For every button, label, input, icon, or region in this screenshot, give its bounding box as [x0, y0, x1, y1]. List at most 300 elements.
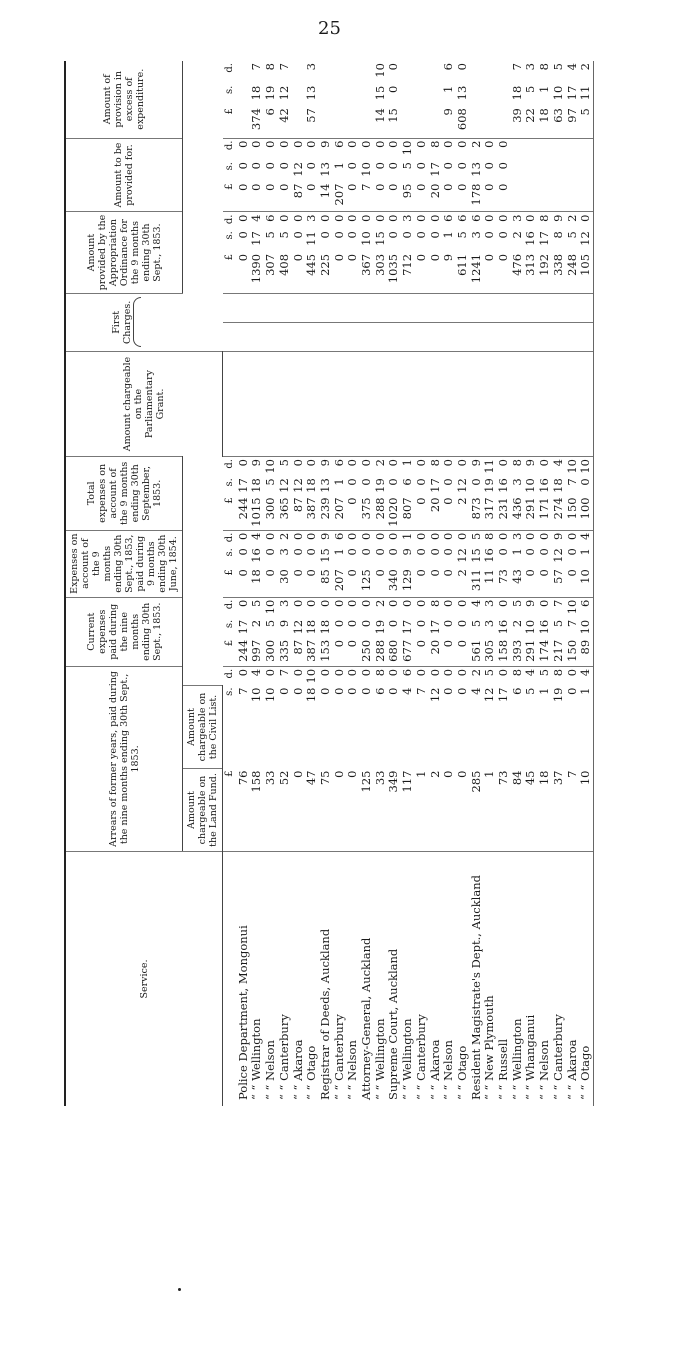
current-pence: 0 — [497, 597, 511, 618]
total-pounds: 375 — [359, 497, 374, 520]
approp-pounds: 0 — [345, 253, 360, 262]
excess-pence — [360, 61, 374, 84]
arrears-pounds: 158 — [249, 770, 264, 793]
total-pounds: 244 — [235, 497, 250, 520]
expenses-shillings: 0 — [263, 548, 278, 556]
excess-pence: 10 — [372, 63, 387, 78]
col-service-header: Service. — [65, 852, 223, 1107]
approp-pounds: 0 — [496, 253, 511, 262]
current-pounds: 997 — [249, 639, 264, 662]
current-pence: 0 — [442, 597, 456, 618]
expenses-shillings: 0 — [386, 548, 401, 556]
parliamentary-cell — [497, 352, 511, 457]
total-pence: 11 — [483, 457, 497, 477]
arrears-pence: 0 — [497, 666, 511, 685]
provide-shillings: 0 — [276, 162, 291, 170]
approp-pounds: 0 — [482, 253, 497, 262]
parliamentary-cell — [360, 352, 374, 457]
expenses-pence: 0 — [538, 530, 552, 546]
provide-shillings — [538, 160, 552, 181]
provide-pence: 0 — [374, 138, 388, 160]
expenses-pounds: 10 — [579, 567, 593, 597]
expenses-pounds: 0 — [564, 569, 579, 577]
current-pence: 0 — [360, 597, 374, 618]
total-pence: 6 — [333, 457, 347, 477]
approp-pounds: 192 — [537, 253, 552, 276]
total-pence: 10 — [566, 457, 580, 477]
excess-pounds: 374 — [249, 108, 264, 131]
arrears-pounds: 45 — [523, 770, 538, 786]
total-pounds: 0 — [413, 497, 428, 505]
provide-shillings: 0 — [345, 162, 360, 170]
current-pounds: 158 — [496, 639, 511, 662]
total-pounds: 436 — [509, 497, 524, 520]
arrears-shillings: 6 — [509, 687, 524, 695]
total-shillings: 0 — [413, 478, 428, 486]
arrears-pence: 8 — [374, 666, 388, 685]
total-pounds: 100 — [579, 495, 593, 530]
expenses-shillings: 0 — [523, 548, 538, 556]
excess-shillings: 19 — [263, 85, 278, 101]
expenses-pence: 0 — [442, 530, 456, 546]
total-pounds: 2 — [454, 497, 469, 505]
civillist-cell — [333, 293, 347, 322]
civillist-cell — [415, 293, 429, 322]
expenses-pounds: 0 — [372, 569, 387, 577]
approp-shillings: 5 — [454, 231, 469, 239]
excess-pence: 7 — [276, 63, 291, 71]
total-pounds: 1015 — [249, 497, 264, 527]
provide-shillings — [579, 160, 593, 181]
expenses-pounds: 0 — [290, 569, 305, 577]
current-pence: 0 — [305, 597, 319, 618]
approp-pence: 0 — [360, 212, 374, 229]
provide-pence: 8 — [429, 138, 443, 160]
col-expenses-header: Expenses on account of the 9 months ending 30th Sept., 1853, paid during 9 months ending 30th June, 1854. — [65, 530, 183, 597]
expenses-shillings: 0 — [290, 548, 305, 556]
total-pounds: 291 — [523, 497, 538, 520]
approp-pence: 0 — [333, 212, 347, 229]
approp-pence: 4 — [250, 212, 264, 229]
parliamentary-cell — [456, 352, 470, 457]
table-row — [483, 61, 497, 1106]
approp-shillings: 0 — [413, 231, 428, 239]
expenses-pence: 0 — [524, 530, 538, 546]
provide-pounds: 7 — [359, 183, 374, 191]
total-pence: 0 — [442, 457, 456, 477]
table-row — [360, 61, 374, 1106]
current-pounds: 305 — [482, 639, 497, 662]
arrears-pounds: 10 — [579, 769, 593, 852]
provide-shillings: 10 — [359, 162, 374, 177]
arrears-pence: 0 — [442, 666, 456, 685]
total-pence: 0 — [346, 457, 360, 477]
arrears-shillings: 7 — [235, 687, 250, 695]
excess-pence: 6 — [441, 63, 456, 71]
approp-shillings: 0 — [317, 231, 332, 239]
arrears-shillings: 18 — [304, 687, 319, 703]
expenses-pence: 0 — [346, 530, 360, 546]
current-pounds: 0 — [413, 639, 428, 648]
arrears-pence: 0 — [566, 666, 580, 685]
current-shillings: 2 — [249, 619, 264, 628]
civillist-cell — [470, 293, 484, 322]
service-cell: “ “ Canterbury — [552, 852, 566, 1107]
excess-pence: 4 — [564, 63, 579, 71]
approp-shillings: 15 — [372, 231, 387, 246]
col-parliamentary-header: Amount chargeable on the Parliamentary Grant. — [65, 352, 223, 457]
approp-pence: 6 — [264, 212, 278, 229]
service-cell: “ “ Otago — [305, 852, 319, 1107]
provide-shillings: 0 — [482, 162, 497, 170]
total-pounds: 300 — [263, 497, 278, 520]
arrears-pounds: 76 — [235, 770, 250, 786]
current-pence: 0 — [319, 597, 333, 618]
current-pounds: 87 — [290, 639, 305, 655]
approp-pounds: 1035 — [386, 253, 401, 284]
arrears-shillings: 0 — [331, 687, 346, 695]
provide-pence — [538, 138, 552, 160]
civillist-cell — [346, 293, 360, 322]
arrears-shillings: 0 — [317, 687, 332, 695]
approp-shillings: 17 — [249, 231, 264, 246]
excess-pence — [333, 61, 347, 84]
approp-pounds: 307 — [263, 253, 278, 276]
excess-shillings: 1 — [441, 85, 456, 93]
expenses-shillings: 0 — [564, 548, 579, 556]
total-pounds: 274 — [550, 497, 565, 520]
total-pence: 0 — [415, 457, 429, 477]
current-pounds: 300 — [263, 639, 278, 662]
total-shillings: 12 — [276, 478, 291, 493]
table-row — [511, 61, 525, 1106]
current-pounds: 0 — [345, 639, 360, 648]
excess-shillings — [483, 84, 497, 106]
parliamentary-cell — [538, 352, 552, 457]
total-pounds: 239 — [317, 497, 332, 520]
current-pounds: 174 — [537, 639, 552, 662]
excess-shillings: 0 — [386, 85, 401, 93]
current-shillings: 0 — [386, 619, 401, 628]
excess-pounds — [483, 106, 497, 138]
arrears-pence: 2 — [470, 666, 484, 685]
arrears-pence: 0 — [333, 666, 347, 685]
expenses-pence: 5 — [470, 530, 484, 546]
current-pence: 0 — [292, 597, 306, 618]
expenses-pence: 0 — [374, 530, 388, 546]
landfund-cell — [387, 322, 401, 351]
approp-pounds: 0 — [413, 253, 428, 262]
total-shillings: 19 — [482, 478, 497, 493]
civillist-cell — [401, 293, 415, 322]
service-cell: “ “ Wellington — [374, 852, 388, 1107]
provide-pounds: 0 — [235, 183, 250, 191]
table-row — [292, 61, 306, 1106]
current-pounds: 217 — [550, 639, 565, 662]
excess-shillings: 15 — [372, 85, 387, 101]
parliamentary-cell — [346, 352, 360, 457]
current-pence: 10 — [566, 597, 580, 618]
approp-pounds: 0 — [331, 253, 346, 262]
provide-shillings: 0 — [386, 162, 401, 170]
current-pence: 5 — [511, 597, 525, 618]
landfund-cell — [483, 322, 497, 351]
excess-pence — [319, 61, 333, 84]
approp-shillings: 0 — [400, 231, 415, 239]
excess-pence: 7 — [249, 63, 264, 71]
total-pounds: 20 — [427, 497, 442, 513]
excess-shillings: 18 — [509, 85, 524, 101]
provide-pounds: 95 — [400, 183, 415, 199]
excess-shillings: 13 — [454, 85, 469, 101]
arrears-pounds: 0 — [454, 770, 469, 778]
civillist-cell — [524, 293, 538, 322]
approp-shillings: 3 — [468, 231, 483, 239]
approp-shillings: 0 — [235, 231, 250, 239]
excess-shillings — [292, 84, 306, 106]
service-cell: “ “ Otago — [579, 852, 593, 1107]
arrears-pence: 5 — [483, 666, 497, 685]
excess-pounds — [401, 106, 415, 138]
provide-pounds: 0 — [454, 183, 469, 191]
provide-shillings: 5 — [400, 162, 415, 170]
approp-shillings: 0 — [496, 231, 511, 239]
excess-pounds: 9 — [441, 108, 456, 116]
table-row — [237, 61, 251, 1106]
arrears-shillings: 0 — [276, 687, 291, 695]
expenses-shillings: 3 — [276, 548, 291, 556]
service-cell: “ “ Canterbury — [333, 852, 347, 1107]
total-pence: 9 — [250, 457, 264, 477]
approp-shillings: 17 — [537, 231, 552, 246]
civillist-cell — [360, 293, 374, 322]
excess-pounds: 5 — [579, 106, 593, 138]
excess-shillings: 18 — [249, 85, 264, 101]
landfund-cell — [538, 322, 552, 351]
col-civillist-header: Amount chargeable on the Civil List. — [183, 686, 223, 769]
civillist-cell — [278, 293, 292, 322]
total-shillings: 16 — [496, 478, 511, 493]
approp-pence: 2 — [566, 212, 580, 229]
provide-pence: 0 — [278, 138, 292, 160]
approp-pounds: 248 — [564, 253, 579, 276]
arrears-pounds: 117 — [400, 770, 415, 793]
provide-shillings: 0 — [263, 162, 278, 170]
current-pence: 10 — [264, 597, 278, 618]
total-pounds: 365 — [276, 497, 291, 520]
current-pence: 0 — [387, 597, 401, 618]
current-shillings: 0 — [345, 619, 360, 628]
landfund-cell — [278, 322, 292, 351]
landfund-cell — [442, 322, 456, 351]
arrears-shillings: 12 — [427, 687, 442, 703]
arrears-shillings: 0 — [454, 687, 469, 695]
arrears-pounds: 75 — [317, 770, 332, 786]
expenses-pounds: 0 — [427, 569, 442, 577]
excess-pence — [401, 61, 415, 84]
excess-shillings — [333, 84, 347, 106]
current-shillings: 17 — [235, 619, 250, 635]
excess-shillings: 13 — [304, 85, 319, 101]
provide-shillings: 0 — [454, 162, 469, 170]
arrears-pounds: 7 — [564, 770, 579, 778]
arrears-pence: 5 — [538, 666, 552, 685]
civillist-cell — [538, 293, 552, 322]
approp-shillings: 0 — [290, 231, 305, 239]
arrears-pounds: 52 — [276, 770, 291, 786]
arrears-pounds: 18 — [537, 770, 552, 786]
current-pence: 0 — [333, 597, 347, 618]
arrears-pence: 0 — [415, 666, 429, 685]
excess-shillings — [470, 84, 484, 106]
current-pence: 0 — [237, 597, 251, 618]
table-row — [429, 61, 443, 1106]
current-shillings: 9 — [276, 619, 291, 628]
approp-pence: 0 — [237, 212, 251, 229]
current-pounds: 89 — [579, 638, 593, 667]
excess-shillings — [415, 84, 429, 106]
provide-pounds: 0 — [482, 183, 497, 191]
approp-pounds: 225 — [317, 253, 332, 276]
current-pounds: 0 — [441, 639, 456, 648]
total-pence: 0 — [456, 457, 470, 477]
parliamentary-cell — [483, 352, 497, 457]
provide-shillings: 13 — [468, 162, 483, 177]
civillist-cell — [319, 293, 333, 322]
total-pence: 0 — [292, 457, 306, 477]
current-shillings: 10 — [579, 618, 593, 638]
parliamentary-cell — [566, 352, 580, 457]
approp-shillings: 10 — [359, 231, 374, 246]
current-shillings: 2 — [509, 619, 524, 628]
arrears-shillings: 10 — [263, 687, 278, 703]
parliamentary-cell — [429, 352, 443, 457]
current-pounds: 561 — [468, 639, 483, 662]
approp-pence: 0 — [429, 212, 443, 229]
excess-pence — [497, 61, 511, 84]
civillist-cell — [483, 293, 497, 322]
current-shillings: 10 — [523, 619, 538, 635]
approp-pence: 0 — [292, 212, 306, 229]
current-shillings: 17 — [400, 619, 415, 635]
excess-shillings — [237, 84, 251, 106]
first-charges-header — [65, 293, 183, 351]
landfund-cell — [346, 322, 360, 351]
parliamentary-cell — [278, 352, 292, 457]
arrears-shillings: 0 — [564, 687, 579, 695]
current-pounds: 20 — [427, 639, 442, 655]
provide-pounds: 0 — [441, 183, 456, 191]
approp-pence: 0 — [278, 212, 292, 229]
provide-pounds: 14 — [317, 183, 332, 199]
arrears-shillings: 0 — [441, 687, 456, 695]
excess-pence — [415, 61, 429, 84]
expenses-shillings: 0 — [427, 548, 442, 556]
excess-pounds: 39 — [509, 108, 524, 123]
table-row — [497, 61, 511, 1106]
approp-pence: 9 — [552, 212, 566, 229]
first-charges-label: First Charges. — [110, 300, 133, 344]
provide-pence: 0 — [483, 138, 497, 160]
parliamentary-cell — [333, 352, 347, 457]
provide-pounds: 178 — [468, 183, 483, 206]
total-shillings: 10 — [523, 478, 538, 493]
excess-pence: 5 — [550, 63, 565, 71]
service-cell: Supreme Court, Auckland — [387, 852, 401, 1107]
approp-shillings: 0 — [345, 231, 360, 239]
approp-pence: 3 — [401, 212, 415, 229]
service-cell: “ “ Wellington — [250, 852, 264, 1107]
service-cell: “ “ Wellington — [401, 852, 415, 1107]
expenses-shillings: 0 — [372, 548, 387, 556]
excess-shillings: 17 — [564, 85, 579, 101]
total-pence: 10 — [579, 457, 593, 477]
approp-shillings: 0 — [427, 231, 442, 239]
table-row — [401, 61, 415, 1106]
expenses-shillings: 12 — [550, 548, 565, 563]
provide-pence: 2 — [470, 138, 484, 160]
civillist-cell — [497, 293, 511, 322]
excess-pence: 3 — [523, 63, 538, 71]
expenses-shillings: 0 — [413, 548, 428, 556]
landfund-cell — [374, 322, 388, 351]
parliamentary-cell — [305, 352, 319, 457]
current-pence: 2 — [374, 597, 388, 618]
service-cell: “ “ Akaroa — [429, 852, 443, 1107]
approp-pence: 0 — [524, 212, 538, 229]
provide-shillings: 0 — [304, 162, 319, 170]
table-row — [566, 61, 580, 1106]
arrears-pounds: 285 — [468, 770, 483, 793]
table-row — [415, 61, 429, 1106]
table-row — [319, 61, 333, 1106]
current-pounds: 250 — [359, 639, 374, 662]
excess-pence: 7 — [509, 63, 524, 71]
expenses-shillings: 0 — [304, 548, 319, 556]
expenses-pounds: 73 — [496, 569, 511, 584]
expenses-pounds: 0 — [537, 569, 552, 577]
arrears-shillings: 6 — [372, 687, 387, 695]
arrears-pence: 0 — [319, 666, 333, 685]
arrears-pence: 4 — [579, 666, 593, 685]
current-pence: 5 — [250, 597, 264, 618]
arrears-shillings: 1 — [579, 686, 593, 769]
expenses-shillings: 0 — [537, 548, 552, 556]
provide-pounds — [566, 182, 580, 212]
expenses-pounds: 0 — [345, 569, 360, 577]
expenses-pence: 8 — [483, 530, 497, 546]
provide-pounds — [552, 182, 566, 212]
landfund-cell — [264, 322, 278, 351]
current-shillings: 0 — [454, 619, 469, 628]
parliamentary-cell — [415, 352, 429, 457]
total-pence: 0 — [538, 457, 552, 477]
provide-pounds: 0 — [372, 183, 387, 191]
expenses-pounds: 0 — [441, 569, 456, 577]
current-shillings: 0 — [441, 619, 456, 628]
expenses-pence: 0 — [456, 530, 470, 546]
col-landfund-header: Amount chargeable on the Land Fund. — [183, 769, 223, 852]
approp-shillings: 1 — [441, 231, 456, 239]
current-pounds: 387 — [304, 639, 319, 662]
total-shillings: 0 — [441, 478, 456, 486]
total-pence: 8 — [429, 457, 443, 477]
arrears-shillings: 5 — [523, 687, 538, 695]
expenses-pounds: 340 — [386, 569, 401, 592]
excess-shillings — [319, 84, 333, 106]
provide-pence: 0 — [237, 138, 251, 160]
service-cell: Registrar of Deeds, Auckland — [319, 852, 333, 1107]
